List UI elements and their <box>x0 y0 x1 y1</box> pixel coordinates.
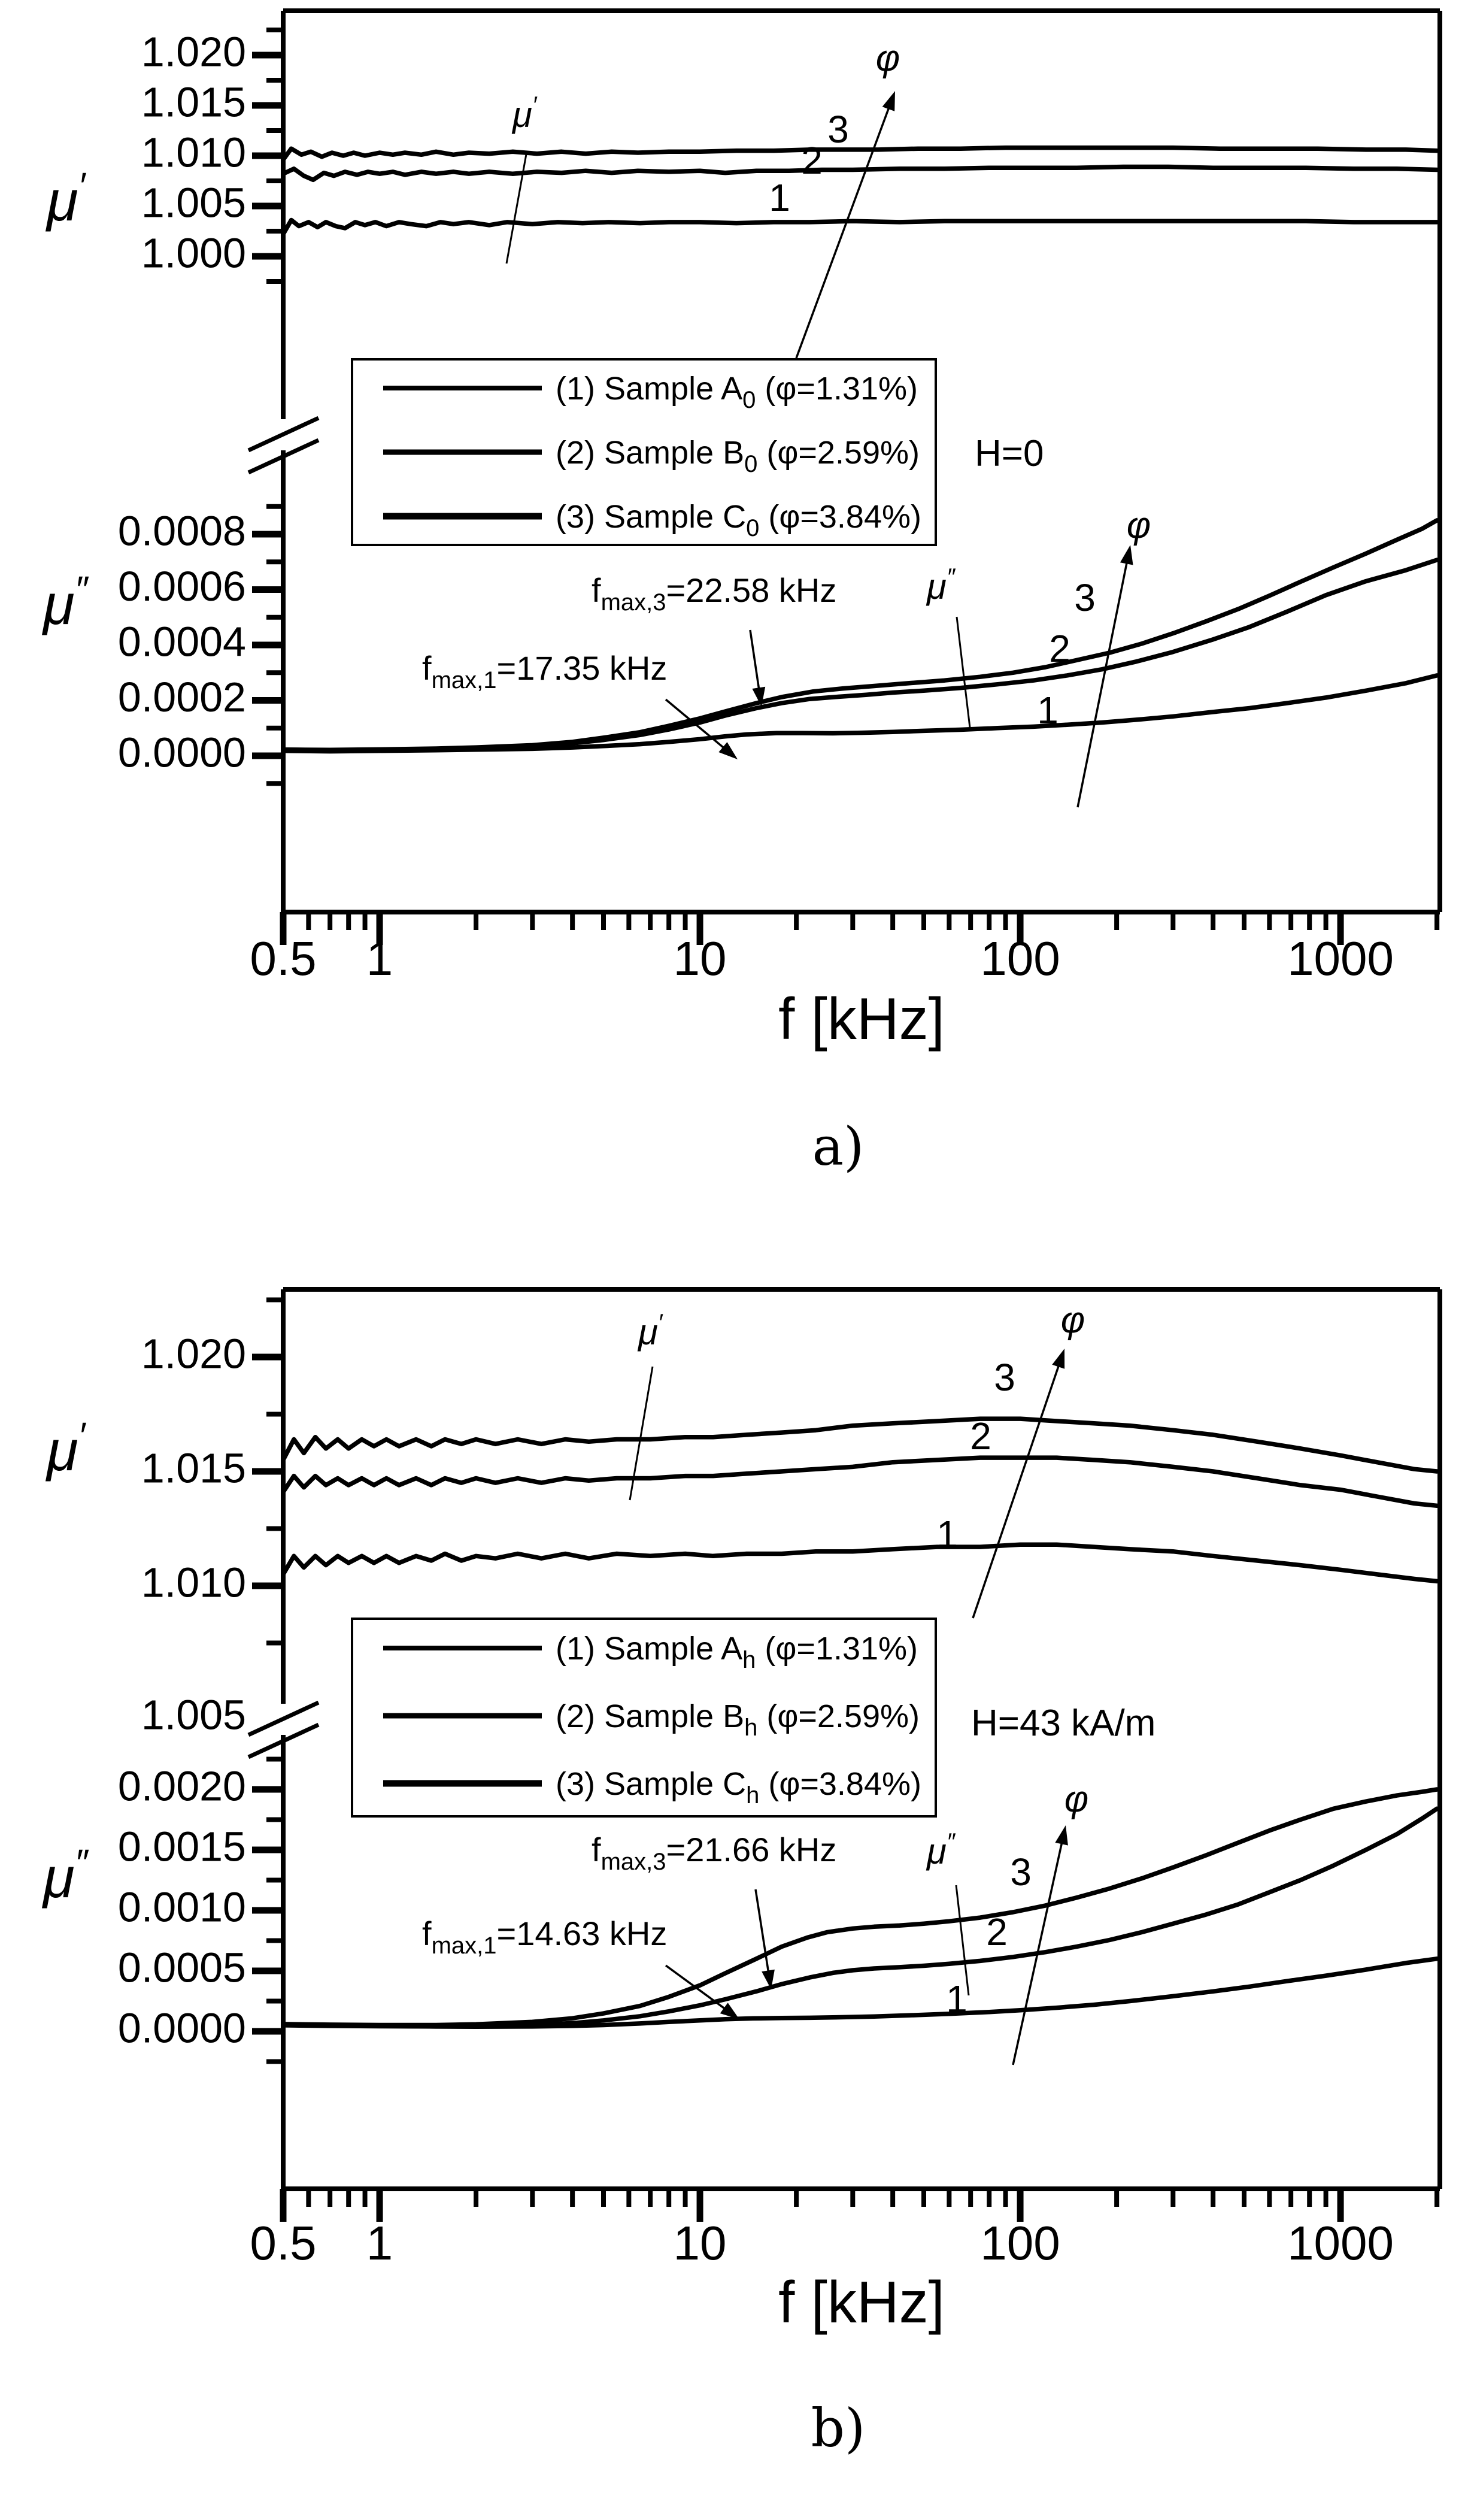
legend <box>352 1619 936 1816</box>
curve-number-bottom: 2 <box>986 1910 1008 1953</box>
legend-entry-post: (φ=3.84%) <box>759 1766 921 1802</box>
x-axis-title: f [kHz] <box>778 2269 945 2335</box>
fmax-annotation <box>422 649 667 693</box>
curve-number-bottom: 1 <box>946 1977 967 2021</box>
fmax-annotation-sub: max,1 <box>431 1933 497 1959</box>
x-tick-label: 1000 <box>1287 932 1394 985</box>
x-tick-label: 1000 <box>1287 2216 1394 2270</box>
phi-arrow-top-head <box>882 91 895 111</box>
curve-bottom-2 <box>283 560 1437 750</box>
fmax-annotation-sub: max,3 <box>600 1849 666 1875</box>
legend-entry-sub: h <box>746 1782 760 1809</box>
y-tick-label: 1.020 <box>141 28 246 75</box>
fmax-annotation-post: =21.66 kHz <box>666 1831 837 1868</box>
y-axis-title-mu-dblprime: μ″ <box>43 569 88 637</box>
panel-a <box>41 11 1440 1177</box>
y-axis-title-mu-prime: μ′ <box>47 1415 86 1483</box>
x-tick-label: 10 <box>673 932 727 985</box>
mu-prime-pointer-label: μ′ <box>512 92 537 135</box>
legend-entry-pre: (2) Sample B <box>556 1698 745 1734</box>
y-tick-label: 0.0020 <box>117 1762 246 1810</box>
legend-entry-pre: (1) Sample A <box>556 1631 743 1667</box>
y-axis-title-mu-dblprime: μ″ <box>43 1842 88 1910</box>
y-tick-label: 0.0000 <box>117 2004 246 2052</box>
panel-caption: a) <box>812 1116 865 1177</box>
mu-dblprime-pointer-label: μ″ <box>927 564 956 607</box>
curve-top-1 <box>283 1544 1437 1581</box>
y-tick-label: 0.0010 <box>117 1883 246 1931</box>
x-tick-label: 100 <box>980 932 1060 985</box>
panel-b <box>41 1289 1440 2459</box>
y-tick-label: 1.020 <box>141 1330 246 1377</box>
mu-dblprime-pointer-label: μ″ <box>927 1829 956 1871</box>
curve-number-top: 1 <box>769 176 790 219</box>
phi-label: φ <box>1126 505 1151 546</box>
phi-arrow-top-line <box>973 1360 1061 1618</box>
fmax-annotation-sub: max,3 <box>600 589 666 616</box>
legend <box>352 359 936 545</box>
fmax-annotation-pre: f <box>422 649 432 687</box>
curve-number-bottom: 2 <box>1049 627 1070 670</box>
legend-entry-pre: (3) Sample C <box>556 1766 747 1802</box>
legend-entry-sub: h <box>742 1647 756 1673</box>
curve-bottom-2 <box>283 1809 1437 2027</box>
y-tick-label: 1.000 <box>141 229 246 277</box>
curve-number-bottom: 1 <box>1037 689 1059 732</box>
legend-entry-post: (φ=1.31%) <box>756 371 918 407</box>
legend-entry-sub: 0 <box>744 451 758 477</box>
legend-entry-post: (φ=2.59%) <box>757 1698 920 1734</box>
fmax-annotation-post: =17.35 kHz <box>496 649 668 687</box>
y-tick-label: 1.015 <box>141 1444 246 1492</box>
legend-entry-pre: (3) Sample C <box>556 499 747 535</box>
curve-top-1 <box>283 220 1437 235</box>
fmax-annotation-sub: max,1 <box>431 667 497 693</box>
y-tick-label: 0.0008 <box>117 507 246 555</box>
legend-entry-pre: (2) Sample B <box>556 435 745 471</box>
fmax-annotation <box>422 1915 667 1959</box>
curve-number-top: 2 <box>801 139 823 182</box>
curve-top-3 <box>283 148 1437 160</box>
fmax-annotation-pre: f <box>592 1831 601 1868</box>
curve-number-top: 2 <box>970 1415 991 1458</box>
legend-entry-post: (φ=2.59%) <box>757 435 920 471</box>
legend-entry-sub: 0 <box>742 387 756 413</box>
fmax-arrow-line <box>750 630 760 695</box>
curve-number-bottom: 3 <box>1010 1850 1032 1894</box>
curve-top-2 <box>283 1458 1437 1506</box>
fmax-annotation-post: =22.58 kHz <box>666 571 837 609</box>
phi-arrow-top <box>973 1349 1064 1618</box>
y-tick-label: 0.0002 <box>117 673 246 720</box>
x-tick-label: 1 <box>366 2216 393 2270</box>
legend-entry-post: (φ=1.31%) <box>756 1631 918 1667</box>
legend-entry-post: (φ=3.84%) <box>759 499 921 535</box>
curve-bottom-3 <box>283 520 1437 750</box>
phi-arrow-top-head <box>1052 1349 1064 1369</box>
fmax-annotation-pre: f <box>422 1915 432 1952</box>
x-tick-label: 0.5 <box>250 2216 317 2270</box>
panel-caption: b) <box>811 2397 866 2459</box>
legend-entry-sub: h <box>744 1715 758 1741</box>
curve-top-2 <box>283 167 1437 180</box>
phi-label: φ <box>875 38 900 79</box>
phi-arrow-bottom-head <box>1120 545 1133 565</box>
y-tick-label: 1.015 <box>141 78 246 126</box>
y-tick-label: 1.010 <box>141 129 246 176</box>
curve-number-bottom: 3 <box>1074 576 1096 619</box>
fmax-arrow-line <box>756 1889 769 1977</box>
curve-top-3 <box>283 1419 1437 1471</box>
phi-label: φ <box>1064 1779 1089 1820</box>
fmax-annotation-pre: f <box>592 571 601 609</box>
fmax-arrow <box>750 630 765 707</box>
y-tick-label: 1.005 <box>141 1691 246 1738</box>
x-tick-label: 0.5 <box>250 932 317 985</box>
legend-entry-pre: (1) Sample A <box>556 371 743 407</box>
curve-number-top: 3 <box>827 108 849 151</box>
fmax-annotation-post: =14.63 kHz <box>496 1915 668 1952</box>
y-tick-label: 1.005 <box>141 179 246 226</box>
fmax-annotation <box>592 571 836 616</box>
field-condition-label: H=43 kA/m <box>971 1703 1156 1744</box>
curve-bottom-3 <box>283 1789 1437 2025</box>
mu-prime-pointer-label: μ′ <box>638 1310 663 1352</box>
y-tick-label: 1.010 <box>141 1559 246 1606</box>
y-tick-label: 0.0000 <box>117 729 246 776</box>
fmax-arrow <box>756 1889 775 1989</box>
y-tick-label: 0.0005 <box>117 1944 246 1991</box>
legend-entry-sub: 0 <box>746 515 760 541</box>
phi-label: φ <box>1060 1300 1085 1341</box>
x-tick-label: 1 <box>366 932 393 985</box>
curve-number-top: 3 <box>994 1356 1015 1399</box>
y-tick-label: 0.0015 <box>117 1823 246 1870</box>
x-axis-title: f [kHz] <box>778 986 945 1052</box>
fmax-annotation <box>592 1831 836 1875</box>
curve-number-top: 1 <box>936 1513 958 1556</box>
mu-dblprime-pointer-line <box>957 617 970 728</box>
y-axis-title-mu-prime: μ′ <box>47 165 86 233</box>
x-tick-label: 100 <box>980 2216 1060 2270</box>
mu-prime-pointer-line <box>507 151 527 263</box>
x-tick-label: 10 <box>673 2216 727 2270</box>
y-tick-label: 0.0004 <box>117 618 246 665</box>
phi-arrow-bottom-head <box>1055 1825 1068 1846</box>
field-condition-label: H=0 <box>975 433 1044 474</box>
y-tick-label: 0.0006 <box>117 562 246 610</box>
